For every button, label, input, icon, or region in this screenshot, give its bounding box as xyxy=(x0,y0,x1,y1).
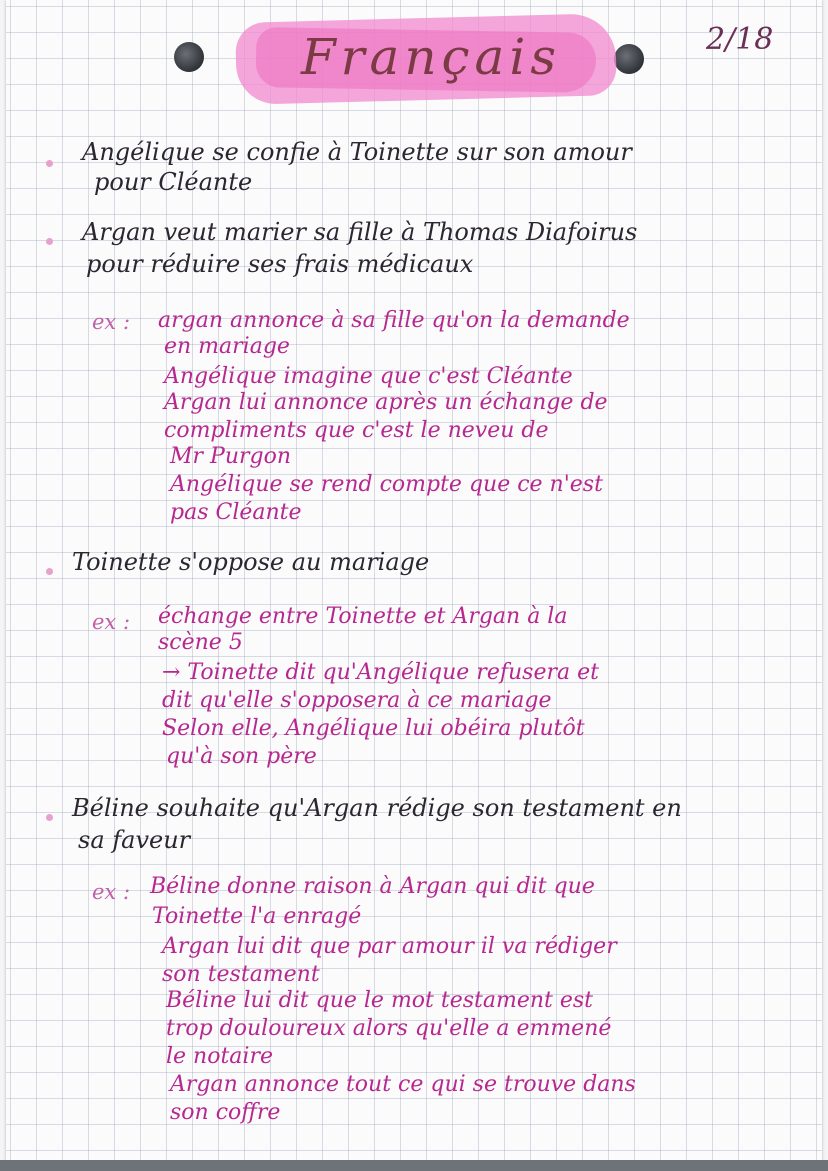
example-3-line-3: → Toinette dit qu'Angélique refusera et xyxy=(162,660,599,685)
example-2-line-2: en mariage xyxy=(164,334,290,359)
example-label-3: ex : xyxy=(92,610,131,634)
point-4-line-1: Béline souhaite qu'Argan rédige son testament en xyxy=(72,794,682,822)
example-3-line-5: Selon elle, Angélique lui obéira plutôt xyxy=(162,716,585,741)
point-2-line-2: pour réduire ses frais médicaux xyxy=(86,250,474,278)
point-2-line-1: Argan veut marier sa fille à Thomas Diafoirus xyxy=(82,218,638,246)
example-3-line-1: échange entre Toinette et Argan à la xyxy=(158,604,568,629)
page-number: 2/18 xyxy=(706,22,774,57)
binder-hole-right xyxy=(614,44,644,74)
example-4-line-6: trop douloureux alors qu'elle a emmené xyxy=(166,1016,612,1041)
page-title: Français xyxy=(300,28,562,86)
bullet-point-4 xyxy=(46,814,53,821)
example-2-line-6: Mr Purgon xyxy=(170,444,292,469)
notebook-page xyxy=(6,0,822,1162)
example-label-4: ex : xyxy=(92,880,131,904)
point-1-line-2: pour Cléante xyxy=(94,168,253,196)
point-3-line-1: Toinette s'oppose au mariage xyxy=(72,548,430,576)
scan-bottom-edge xyxy=(0,1160,828,1171)
example-4-line-1: Béline donne raison à Argan qui dit que xyxy=(150,874,595,899)
example-4-line-5: Béline lui dit que le mot testament est xyxy=(166,988,594,1013)
example-2-line-7: Angélique se rend compte que ce n'est xyxy=(170,472,603,497)
example-4-line-7: le notaire xyxy=(166,1044,273,1069)
example-2-line-1: argan annonce à sa fille qu'on la demande xyxy=(158,308,630,333)
example-4-line-4: son testament xyxy=(162,962,320,987)
example-2-line-4: Argan lui annonce après un échange de xyxy=(164,390,608,415)
example-2-line-3: Angélique imagine que c'est Cléante xyxy=(164,364,573,389)
example-4-line-2: Toinette l'a enragé xyxy=(152,904,362,929)
example-2-line-8: pas Cléante xyxy=(170,500,302,525)
example-3-line-2: scène 5 xyxy=(158,630,243,655)
binder-hole-left xyxy=(174,42,204,72)
example-4-line-3: Argan lui dit que par amour il va rédiger xyxy=(162,934,617,959)
bullet-point-1 xyxy=(46,160,53,167)
example-4-line-8: Argan annonce tout ce qui se trouve dans xyxy=(170,1072,636,1097)
bullet-point-2 xyxy=(46,238,53,245)
point-1-line-1: Angélique se confie à Toinette sur son amour xyxy=(82,138,632,166)
example-3-line-4: dit qu'elle s'opposera à ce mariage xyxy=(162,688,552,713)
example-2-line-5: compliments que c'est le neveu de xyxy=(164,418,549,443)
example-3-line-6: qu'à son père xyxy=(166,744,317,769)
example-4-line-9: son coffre xyxy=(170,1100,281,1125)
point-4-line-2: sa faveur xyxy=(78,826,191,854)
bullet-point-3 xyxy=(46,568,53,575)
example-label-2: ex : xyxy=(92,310,131,334)
